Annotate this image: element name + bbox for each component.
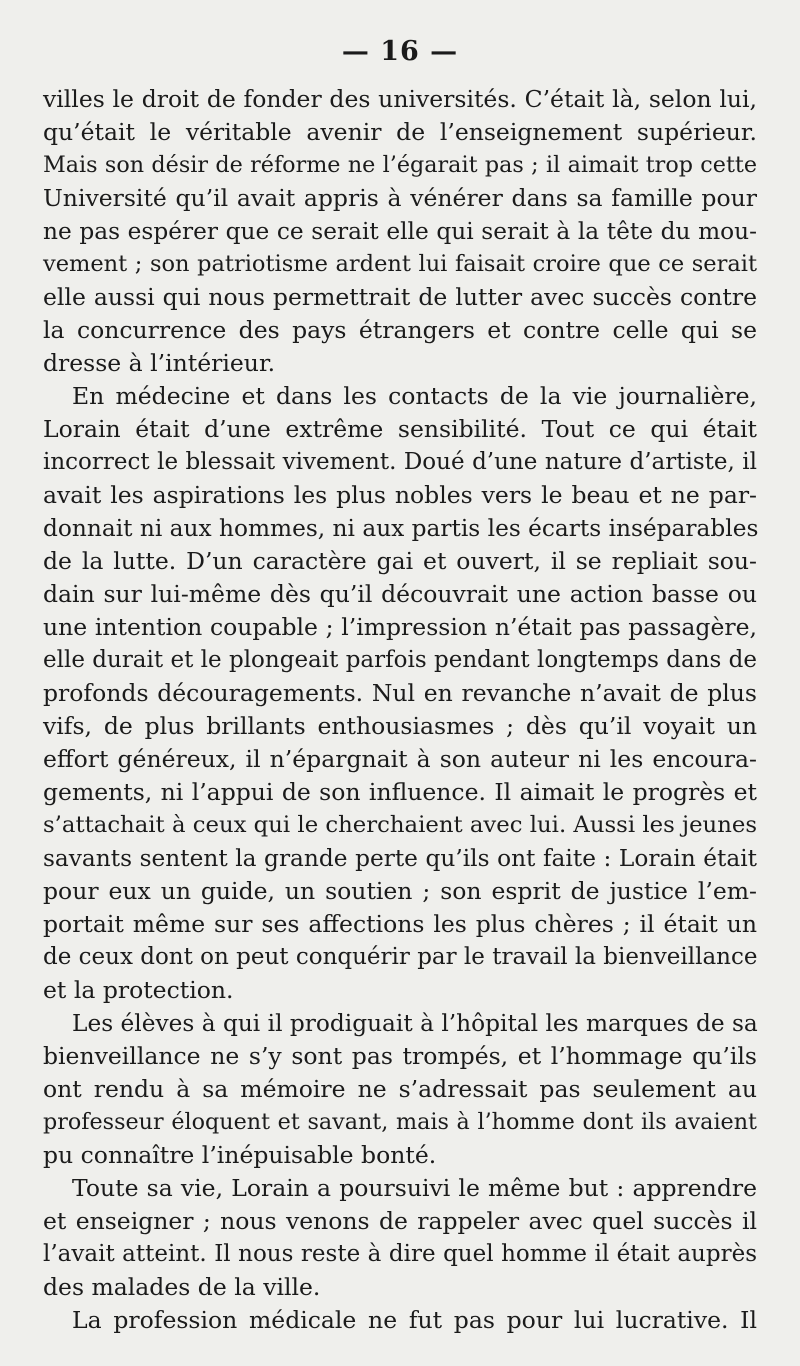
text-line: gements, ni l’appui de son influence. Il aimait le progrès et — [43, 778, 757, 806]
text-line: Toute sa vie, Lorain a poursuivi le même but : apprendre — [72, 1174, 757, 1202]
text-line: profonds découragements. Nul en revanche n’avait de plus — [43, 679, 757, 707]
text-line: elle aussi qui nous permettrait de lutter avec succès contre — [43, 283, 757, 311]
text-line: villes le droit de fonder des universités. C’était là, selon lui, — [43, 85, 757, 113]
text-line: vifs, de plus brillants enthousiasmes ; dès qu’il voyait un — [43, 712, 757, 740]
text-line: Université qu’il avait appris à vénérer dans sa famille pour — [43, 184, 757, 212]
text-line: la concurrence des pays étrangers et contre celle qui se — [43, 316, 757, 344]
text-line: incorrect le blessait vivement. Doué d’une nature d’artiste, il — [43, 449, 757, 475]
text-line: de la lutte. D’un caractère gai et ouvert, il se repliait sou- — [43, 547, 757, 575]
text-line: dain sur lui-même dès qu’il découvrait une action basse ou — [43, 580, 757, 608]
text-line: ont rendu à sa mémoire ne s’adressait pas seulement au — [43, 1075, 757, 1103]
text-line: La profession médicale ne fut pas pour lui lucrative. Il — [72, 1306, 757, 1334]
text-line: de ceux dont on peut conquérir par le travail la bienveillance — [43, 944, 758, 970]
text-line: savants sentent la grande perte qu’ils ont faite : Lorain était — [43, 845, 757, 872]
text-line: vement ; son patriotisme ardent lui faisait croire que ce serait — [43, 251, 757, 277]
text-line: portait même sur ses affections les plus chères ; il était un — [43, 910, 757, 938]
text-line: dresse à l’intérieur. — [43, 349, 276, 377]
text-line: s’attachait à ceux qui le cherchaient avec lui. Aussi les jeunes — [43, 812, 757, 838]
text-line: ne pas espérer que ce serait elle qui serait à la tête du mou- — [43, 218, 757, 245]
text-line: elle durait et le plongeait parfois pendant longtemps dans de — [43, 647, 757, 673]
text-line: qu’était le véritable avenir de l’enseignement supérieur. — [43, 118, 757, 146]
text-line: pu connaître l’inépuisable bonté. — [43, 1141, 437, 1169]
text-line: et enseigner ; nous venons de rappeler avec quel succès il — [43, 1207, 757, 1235]
text-line: Les élèves à qui il prodiguait à l’hôpital les marques de sa — [72, 1010, 758, 1037]
text-line: En médecine et dans les contacts de la vie journalière, — [72, 382, 757, 410]
text-line: Lorain était d’une extrême sensibilité. Tout ce qui était — [43, 415, 757, 443]
text-line: Mais son désir de réforme ne l’égarait pas ; il aimait trop cette — [43, 152, 757, 178]
text-line: pour eux un guide, un soutien ; son esprit de justice l’em- — [43, 877, 757, 905]
text-line: une intention coupable ; l’impression n’était pas passagère, — [43, 613, 757, 641]
text-line: bienveillance ne s’y sont pas trompés, et l’hommage qu’ils — [43, 1042, 757, 1070]
body-text — [43, 83, 757, 1337]
text-line: avait les aspirations les plus nobles vers le beau et ne par- — [43, 481, 757, 509]
text-line: et la protection. — [43, 976, 234, 1004]
text-line: professeur éloquent et savant, mais à l’homme dont ils avaient — [43, 1109, 757, 1135]
text-line: effort généreux, il n’épargnait à son auteur ni les encoura- — [43, 745, 757, 773]
text-line: donnait ni aux hommes, ni aux partis les écarts inséparables — [43, 515, 759, 542]
text-line: des malades de la ville. — [43, 1273, 321, 1301]
text-line: l’avait atteint. Il nous reste à dire quel homme il était auprès — [43, 1241, 757, 1267]
page-number: — 16 — — [341, 36, 459, 67]
